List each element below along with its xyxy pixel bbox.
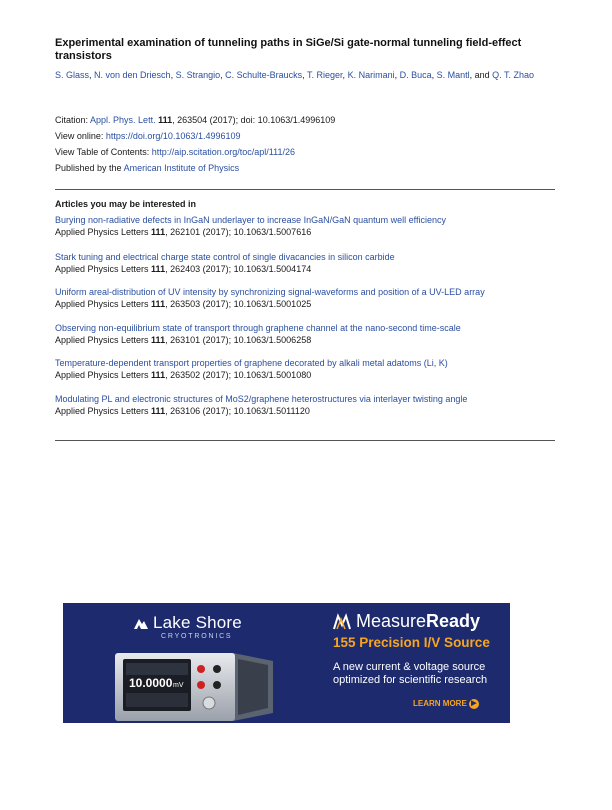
reference-journal: Applied Physics Letters — [55, 227, 152, 237]
reference-journal: Applied Physics Letters — [55, 335, 152, 345]
device-unit: mV — [173, 682, 184, 689]
product-line-light: Measure — [356, 611, 427, 631]
author-separator: , — [170, 70, 176, 80]
author-link[interactable]: Q. T. Zhao — [492, 70, 535, 80]
reference-journal: Applied Physics Letters — [55, 406, 152, 416]
author-link[interactable]: K. Narimani — [347, 70, 395, 80]
author-link[interactable]: S. Strangio — [175, 70, 221, 80]
citation-rest: , 263504 (2017); doi: 10.1063/1.4996109 — [172, 115, 336, 125]
play-arrow-icon: ▶ — [469, 699, 479, 709]
related-article-reference — [55, 369, 555, 381]
divider-top — [55, 189, 555, 190]
related-article-title-link[interactable]: Stark tuning and electrical charge state control of single divacancies in silicon carbide — [55, 252, 395, 262]
measure-ready-icon — [333, 613, 353, 631]
brand-name: Lake Shore — [153, 613, 242, 632]
reference-details: , 262101 (2017); 10.1063/1.5007616 — [165, 227, 312, 237]
author-separator: , — [431, 70, 437, 80]
reference-volume: 111 — [151, 264, 166, 274]
related-article-title-link[interactable]: Burying non-radiative defects in InGaN underlayer to increase InGaN/GaN quantum well efficiency — [55, 215, 447, 225]
divider-bottom — [55, 440, 555, 441]
related-article-reference — [55, 298, 555, 310]
reference-details: , 263503 (2017); 10.1063/1.5001025 — [165, 299, 312, 309]
published-by-label: Published by the — [55, 163, 124, 173]
reference-volume: 111 — [151, 335, 166, 345]
author-link[interactable]: S. Glass — [55, 70, 90, 80]
learn-more-label: LEARN MORE — [413, 699, 467, 709]
brand-subtitle: CRYOTRONICS — [161, 633, 233, 640]
reference-volume: 111 — [151, 406, 166, 416]
author-link[interactable]: D. Buca — [399, 70, 432, 80]
citation-journal-link[interactable]: Appl. Phys. Lett. — [90, 115, 156, 125]
citation-label: Citation: — [55, 115, 91, 125]
view-online-line — [55, 130, 240, 142]
reference-journal: Applied Physics Letters — [55, 264, 152, 274]
device-readout: 10.0000 — [129, 676, 173, 690]
view-online-label: View online: — [55, 131, 106, 141]
product-line-bold: Ready — [426, 611, 481, 631]
related-article — [55, 286, 555, 310]
related-article-title-link[interactable]: Uniform areal-distribution of UV intensity by synchronizing signal-waveforms and position of a UV-LED array — [55, 287, 485, 297]
related-article-reference — [55, 263, 555, 275]
publisher-link[interactable]: American Institute of Physics — [123, 163, 240, 173]
author-last-joiner: , and — [469, 70, 493, 80]
reference-volume: 111 — [151, 227, 166, 237]
author-link[interactable]: T. Rieger — [307, 70, 343, 80]
reference-details: , 262403 (2017); 10.1063/1.5004174 — [165, 264, 312, 274]
related-article-reference — [55, 405, 555, 417]
author-separator: , — [89, 70, 95, 80]
view-toc-label: View Table of Contents: — [55, 147, 152, 157]
instrument-image — [113, 643, 273, 723]
learn-more-button[interactable] — [413, 699, 479, 709]
product-line — [356, 611, 480, 632]
view-online-link[interactable]: https://doi.org/10.1063/1.4996109 — [105, 131, 241, 141]
articles-heading: Articles you may be interested in — [55, 199, 197, 209]
citation-line — [55, 114, 335, 126]
reference-details: , 263106 (2017); 10.1063/1.5011120 — [165, 406, 310, 416]
lake-shore-logo — [133, 613, 253, 643]
author-list — [55, 69, 555, 81]
related-article — [55, 251, 555, 275]
related-article — [55, 393, 555, 417]
related-article-title-link[interactable]: Modulating PL and electronic structures of MoS2/graphene heterostructures via interlayer twisting angle — [55, 394, 468, 404]
reference-details: , 263101 (2017); 10.1063/1.5006258 — [165, 335, 312, 345]
lake-shore-mountain-icon — [133, 615, 149, 631]
related-article — [55, 322, 555, 346]
view-toc-link[interactable]: http://aip.scitation.org/toc/apl/111/26 — [151, 147, 295, 157]
product-description: A new current & voltage source optimized for scientific research — [333, 661, 488, 686]
author-separator: , — [394, 70, 400, 80]
related-article — [55, 357, 555, 381]
reference-volume: 111 — [151, 299, 166, 309]
citation-volume: 111 — [158, 115, 173, 125]
view-toc-line — [55, 146, 295, 158]
reference-details: , 263502 (2017); 10.1063/1.5001080 — [165, 370, 312, 380]
author-separator: , — [220, 70, 226, 80]
author-separator: , — [342, 70, 348, 80]
author-link[interactable]: S. Mantl — [436, 70, 470, 80]
published-by-line — [55, 162, 239, 174]
advertisement-banner[interactable] — [63, 603, 510, 723]
reference-journal: Applied Physics Letters — [55, 370, 152, 380]
related-article-title-link[interactable]: Observing non-equilibrium state of transport through graphene channel at the nano-second time-scale — [55, 323, 461, 333]
related-article-reference — [55, 226, 555, 238]
product-name: 155 Precision I/V Source — [333, 635, 490, 650]
author-separator: , — [302, 70, 308, 80]
related-article — [55, 214, 555, 238]
reference-journal: Applied Physics Letters — [55, 299, 152, 309]
author-link[interactable]: C. Schulte-Braucks — [225, 70, 303, 80]
article-title: Experimental examination of tunneling paths in SiGe/Si gate-normal tunneling field-effect transistors — [55, 37, 522, 62]
related-article-reference — [55, 334, 555, 346]
related-article-title-link[interactable]: Temperature-dependent transport properties of graphene decorated by alkali metal adatoms (Li, K) — [55, 358, 448, 368]
author-link[interactable]: N. von den Driesch — [94, 70, 171, 80]
reference-volume: 111 — [151, 370, 166, 380]
